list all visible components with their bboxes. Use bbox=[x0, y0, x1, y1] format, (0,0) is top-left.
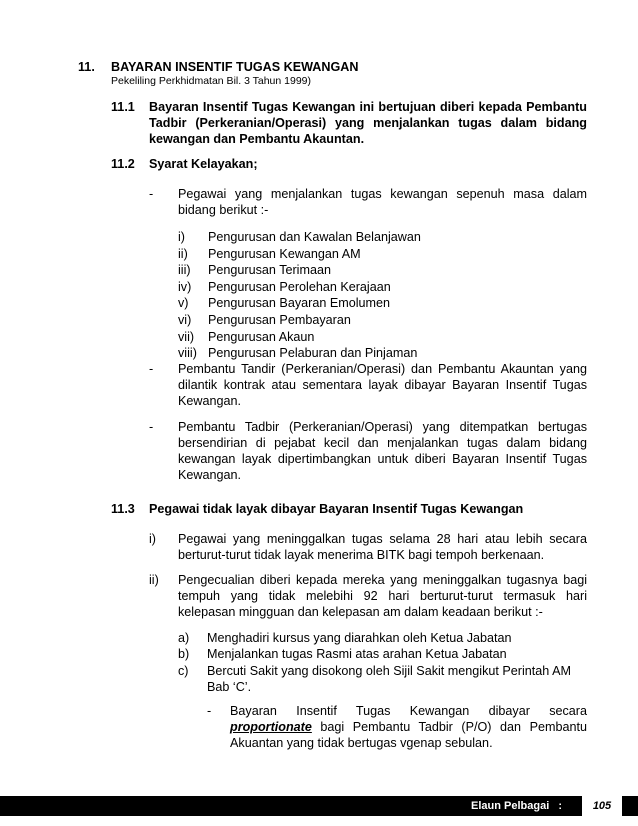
subsection-11-2-heading: Syarat Kelayakan; bbox=[149, 157, 258, 171]
list-item-text: Pengurusan Pelaburan dan Pinjaman bbox=[208, 346, 418, 361]
list-item-number: v) bbox=[178, 296, 189, 311]
list-item-number: viii) bbox=[178, 346, 197, 361]
subsection-11-3-heading: Pegawai tidak layak dibayar Bayaran Insentif Tugas Kewangan bbox=[149, 502, 524, 516]
note-text bbox=[230, 703, 587, 751]
list-item-text: Pengurusan Pembayaran bbox=[208, 312, 351, 327]
list-item-number: iv) bbox=[178, 279, 192, 294]
text-line: Pengecualian diberi kepada mereka yang meninggalkan tugasnya bagi bbox=[178, 573, 587, 587]
item-i-text bbox=[178, 531, 587, 563]
text-line: Bercuti Sakit yang disokong oleh Sijil Sakit mengikut Perintah AM bbox=[207, 664, 572, 678]
section-subtitle: Pekeliling Perkhidmatan Bil. 3 Tahun 1999) bbox=[111, 75, 312, 87]
item-ii-number: ii) bbox=[149, 573, 159, 587]
sub-item-c-number: c) bbox=[178, 664, 189, 678]
text-line: Bab ‘C’. bbox=[207, 680, 252, 694]
text-line: Pembantu Tadbir (Perkeranian/Operasi) yang ditempatkan bertugas bbox=[178, 420, 587, 434]
list-item-number: vi) bbox=[178, 312, 192, 327]
subsection-11-1-text bbox=[149, 99, 587, 147]
page-number: 105 bbox=[582, 793, 622, 819]
text-line: bidang berikut :- bbox=[178, 203, 269, 217]
item-ii-text bbox=[178, 572, 587, 620]
text-line: kewangan layak dipertimbangkan untuk diberi Bayaran Insentif Tugas bbox=[178, 452, 587, 466]
sub-item-b-number: b) bbox=[178, 647, 190, 661]
text-line: Pegawai yang meninggalkan tugas selama 28 hari atau lebih secara bbox=[178, 532, 587, 546]
list-item-number: iii) bbox=[178, 263, 191, 278]
text-line: Bayaran Insentif Tugas Kewangan ini bertujuan diberi kepada Pembantu bbox=[149, 100, 587, 114]
text-line: kewangan dan Pembantu Akauntan. bbox=[149, 132, 365, 146]
bullet-dash: - bbox=[149, 362, 154, 376]
text-line bbox=[230, 719, 587, 735]
text-line: Pegawai yang menjalankan tugas kewangan sepenuh masa dalam bbox=[178, 187, 587, 201]
subsection-11-1-number: 11.1 bbox=[111, 100, 135, 114]
text-line: tempuh yang tidak melebihi 92 hari berturut-turut termasuk hari bbox=[178, 589, 587, 603]
text-line: Tadbir (Perkeranian/Operasi) yang menjalankan tugas dalam bidang bbox=[149, 116, 587, 130]
text-fragment: bagi Pembantu Tadbir (P/O) dan Pembantu bbox=[311, 720, 587, 734]
text-line: Akuantan yang tidak bertugas vgenap sebulan. bbox=[230, 736, 493, 750]
text-line: Menghadiri kursus yang diarahkan oleh Ketua Jabatan bbox=[207, 631, 512, 645]
bullet-dash: - bbox=[149, 420, 154, 434]
list-item-text: Pengurusan dan Kawalan Belanjawan bbox=[208, 230, 421, 244]
sub-item-c-text bbox=[207, 663, 587, 695]
list-item-text: Pengurusan Bayaran Emolumen bbox=[208, 296, 391, 311]
section-title: BAYARAN INSENTIF TUGAS KEWANGAN bbox=[111, 60, 359, 74]
bullet-2-text bbox=[178, 361, 587, 409]
text-line: Kewangan. bbox=[178, 468, 242, 482]
list-item-number: ii) bbox=[178, 246, 188, 261]
text-line: kelepasan mingguan dan kelepasan am dalam keadaan berikut :- bbox=[178, 605, 543, 619]
text-line: Menjalankan tugas Rasmi atas arahan Ketua Jabatan bbox=[207, 647, 507, 661]
list-item-text: Pengurusan Kewangan AM bbox=[208, 246, 361, 261]
footer-label: Elaun Pelbagai : bbox=[471, 800, 563, 812]
emphasis-word: proportionate bbox=[230, 720, 312, 734]
list-item-text: Pengurusan Akaun bbox=[208, 329, 315, 344]
text-line: berturut-turut tidak layak menerima BITK bagi tempoh berkenaan. bbox=[178, 548, 545, 562]
sub-item-b-text bbox=[207, 646, 587, 662]
subsection-11-3-number: 11.3 bbox=[111, 502, 135, 516]
text-line: Pembantu Tandir (Perkeranian/Operasi) dan Pembantu Akauntan yang bbox=[178, 362, 587, 376]
bullet-1-text bbox=[178, 186, 587, 218]
sub-item-a-text bbox=[207, 630, 587, 646]
text-line: Bayaran Insentif Tugas Kewangan dibayar secara bbox=[230, 704, 587, 718]
subsection-11-2-number: 11.2 bbox=[111, 157, 135, 171]
sub-item-a-number: a) bbox=[178, 631, 190, 645]
text-line: Kewangan. bbox=[178, 394, 242, 408]
bullet-dash: - bbox=[149, 187, 154, 201]
list-item-number: vii) bbox=[178, 329, 195, 344]
bullet-3-text bbox=[178, 419, 587, 483]
text-line: bersendirian di pejabat kecil dan menjalankan tugas dalam bidang bbox=[178, 436, 587, 450]
list-item-number: i) bbox=[178, 230, 185, 244]
note-dash: - bbox=[207, 704, 212, 718]
item-i-number: i) bbox=[149, 532, 156, 546]
list-item-text: Pengurusan Terimaan bbox=[208, 263, 331, 278]
text-line: dilantik kontrak atau sementara layak dibayar Bayaran Insentif Tugas bbox=[178, 378, 587, 392]
section-number: 11. bbox=[78, 60, 95, 74]
list-item-text: Pengurusan Perolehan Kerajaan bbox=[208, 279, 391, 294]
